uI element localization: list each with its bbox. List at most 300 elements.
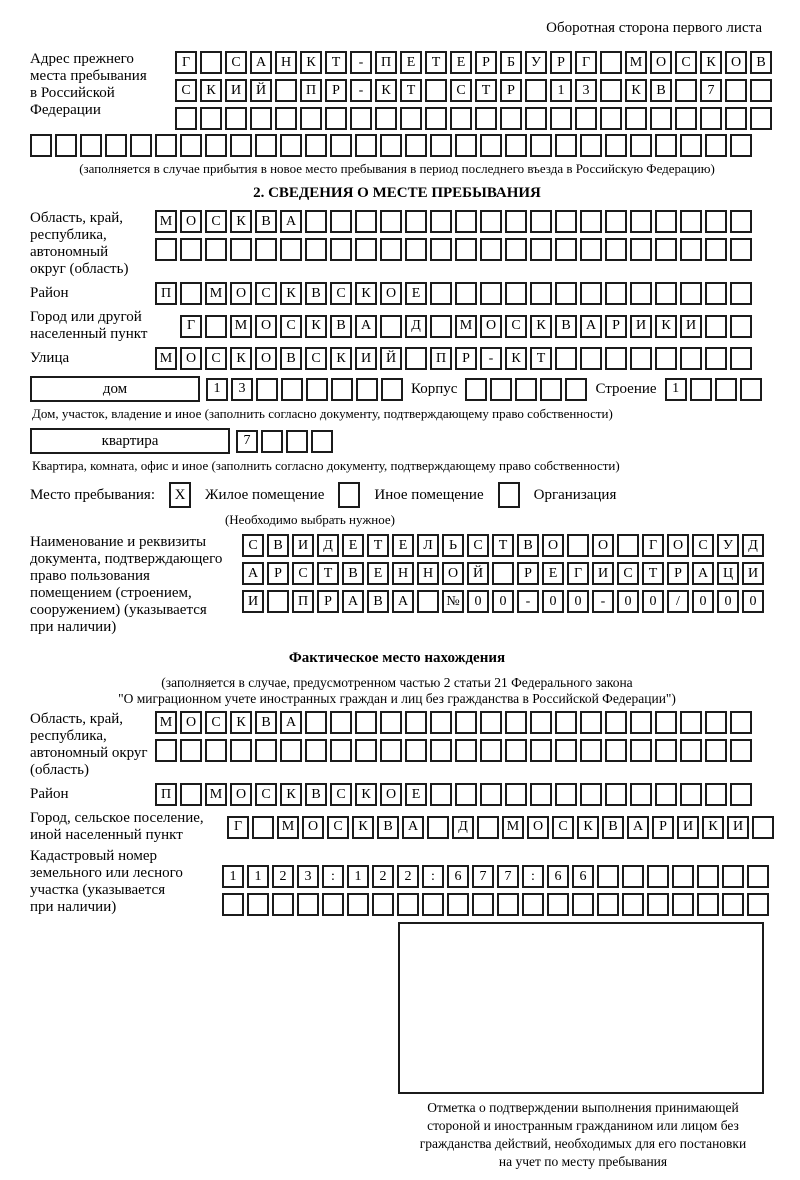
char-cell[interactable] [680, 739, 702, 762]
char-cell[interactable]: Т [642, 562, 664, 585]
char-cell[interactable] [330, 711, 352, 734]
char-cell[interactable] [480, 711, 502, 734]
char-cell[interactable]: 1 [222, 865, 244, 888]
char-cell[interactable] [380, 711, 402, 734]
char-cell[interactable]: К [702, 816, 724, 839]
char-cell[interactable] [497, 893, 519, 916]
char-cell[interactable] [597, 893, 619, 916]
char-cell[interactable] [605, 282, 627, 305]
char-cell[interactable] [405, 711, 427, 734]
char-cell[interactable] [680, 783, 702, 806]
char-cell[interactable]: У [525, 51, 547, 74]
char-cell[interactable] [522, 893, 544, 916]
char-cell[interactable] [55, 134, 77, 157]
char-cell[interactable] [650, 107, 672, 130]
char-cell[interactable] [205, 739, 227, 762]
char-cell[interactable] [417, 590, 439, 613]
char-cell[interactable]: - [480, 347, 502, 370]
char-cell[interactable] [530, 711, 552, 734]
char-cell[interactable]: С [205, 210, 227, 233]
char-cell[interactable]: 7 [497, 865, 519, 888]
char-cell[interactable] [655, 347, 677, 370]
char-cell[interactable] [672, 893, 694, 916]
char-cell[interactable]: 0 [567, 590, 589, 613]
char-cell[interactable]: И [355, 347, 377, 370]
char-cell[interactable]: И [225, 79, 247, 102]
char-cell[interactable] [505, 739, 527, 762]
char-cell[interactable]: : [422, 865, 444, 888]
char-cell[interactable] [380, 210, 402, 233]
char-cell[interactable] [730, 210, 752, 233]
char-cell[interactable]: : [522, 865, 544, 888]
char-cell[interactable]: 1 [550, 79, 572, 102]
char-cell[interactable]: Ц [717, 562, 739, 585]
char-cell[interactable] [330, 739, 352, 762]
char-cell[interactable]: А [242, 562, 264, 585]
char-cell[interactable]: С [225, 51, 247, 74]
char-cell[interactable] [675, 107, 697, 130]
char-cell[interactable] [472, 893, 494, 916]
char-cell[interactable] [730, 315, 752, 338]
char-cell[interactable] [722, 865, 744, 888]
char-cell[interactable] [630, 739, 652, 762]
char-cell[interactable]: 1 [247, 865, 269, 888]
char-cell[interactable] [380, 238, 402, 261]
char-cell[interactable] [455, 238, 477, 261]
char-cell[interactable]: К [355, 783, 377, 806]
char-cell[interactable] [605, 739, 627, 762]
char-cell[interactable]: М [155, 210, 177, 233]
char-cell[interactable] [372, 893, 394, 916]
char-cell[interactable] [230, 134, 252, 157]
char-cell[interactable] [280, 134, 302, 157]
char-cell[interactable] [280, 739, 302, 762]
char-cell[interactable] [505, 711, 527, 734]
char-cell[interactable] [305, 739, 327, 762]
char-cell[interactable]: № [442, 590, 464, 613]
char-cell[interactable] [572, 893, 594, 916]
char-cell[interactable] [455, 739, 477, 762]
char-cell[interactable]: Р [667, 562, 689, 585]
char-cell[interactable]: П [292, 590, 314, 613]
char-cell[interactable] [697, 865, 719, 888]
char-cell[interactable]: - [350, 79, 372, 102]
char-cell[interactable]: Р [652, 816, 674, 839]
char-cell[interactable] [230, 238, 252, 261]
char-cell[interactable] [425, 107, 447, 130]
char-cell[interactable] [730, 711, 752, 734]
char-cell[interactable] [530, 739, 552, 762]
char-cell[interactable]: Е [405, 282, 427, 305]
char-cell[interactable] [105, 134, 127, 157]
char-cell[interactable] [505, 134, 527, 157]
char-cell[interactable] [622, 865, 644, 888]
char-cell[interactable] [280, 238, 302, 261]
char-cell[interactable] [275, 107, 297, 130]
char-cell[interactable]: К [655, 315, 677, 338]
char-cell[interactable] [355, 134, 377, 157]
char-cell[interactable]: Д [452, 816, 474, 839]
char-cell[interactable]: О [480, 315, 502, 338]
char-cell[interactable]: Е [405, 783, 427, 806]
char-cell[interactable]: С [205, 711, 227, 734]
char-cell[interactable] [330, 134, 352, 157]
char-cell[interactable]: В [650, 79, 672, 102]
char-cell[interactable] [730, 134, 752, 157]
char-cell[interactable] [330, 238, 352, 261]
char-cell[interactable]: 7 [472, 865, 494, 888]
char-cell[interactable] [355, 238, 377, 261]
char-cell[interactable]: Г [567, 562, 589, 585]
char-cell[interactable] [705, 347, 727, 370]
char-cell[interactable]: 3 [575, 79, 597, 102]
char-cell[interactable]: В [555, 315, 577, 338]
char-cell[interactable]: И [592, 562, 614, 585]
char-cell[interactable]: К [700, 51, 722, 74]
char-cell[interactable] [530, 783, 552, 806]
char-cell[interactable]: Е [450, 51, 472, 74]
char-cell[interactable] [705, 739, 727, 762]
char-cell[interactable]: О [380, 783, 402, 806]
char-cell[interactable] [356, 378, 378, 401]
char-cell[interactable] [600, 51, 622, 74]
char-cell[interactable]: С [617, 562, 639, 585]
char-cell[interactable] [425, 79, 447, 102]
char-cell[interactable] [580, 739, 602, 762]
char-cell[interactable]: К [505, 347, 527, 370]
char-cell[interactable]: 0 [542, 590, 564, 613]
char-cell[interactable] [430, 711, 452, 734]
char-cell[interactable] [30, 134, 52, 157]
char-cell[interactable]: Р [317, 590, 339, 613]
char-cell[interactable]: О [180, 711, 202, 734]
char-cell[interactable]: Т [425, 51, 447, 74]
char-cell[interactable]: В [602, 816, 624, 839]
char-cell[interactable]: И [292, 534, 314, 557]
char-cell[interactable] [730, 347, 752, 370]
char-cell[interactable]: Р [605, 315, 627, 338]
char-cell[interactable]: Р [550, 51, 572, 74]
char-cell[interactable] [405, 347, 427, 370]
char-cell[interactable] [680, 238, 702, 261]
char-cell[interactable] [547, 893, 569, 916]
char-cell[interactable] [405, 739, 427, 762]
char-cell[interactable] [430, 739, 452, 762]
char-cell[interactable] [630, 238, 652, 261]
char-cell[interactable] [555, 711, 577, 734]
char-cell[interactable]: М [455, 315, 477, 338]
char-cell[interactable]: Н [392, 562, 414, 585]
char-cell[interactable] [490, 378, 512, 401]
char-cell[interactable]: Р [455, 347, 477, 370]
char-cell[interactable] [500, 107, 522, 130]
char-cell[interactable] [380, 315, 402, 338]
char-cell[interactable] [630, 210, 652, 233]
char-cell[interactable]: 1 [206, 378, 228, 401]
char-cell[interactable]: К [330, 347, 352, 370]
char-cell[interactable] [200, 51, 222, 74]
char-cell[interactable] [555, 783, 577, 806]
char-cell[interactable] [530, 210, 552, 233]
char-cell[interactable]: С [552, 816, 574, 839]
option-residential-checkbox[interactable]: X [169, 482, 191, 508]
char-cell[interactable]: Т [492, 534, 514, 557]
char-cell[interactable] [700, 107, 722, 130]
char-cell[interactable]: О [380, 282, 402, 305]
char-cell[interactable]: Т [475, 79, 497, 102]
char-cell[interactable] [455, 134, 477, 157]
char-cell[interactable] [580, 711, 602, 734]
char-cell[interactable]: М [205, 783, 227, 806]
char-cell[interactable]: О [180, 347, 202, 370]
char-cell[interactable]: С [292, 562, 314, 585]
char-cell[interactable]: 1 [347, 865, 369, 888]
char-cell[interactable]: И [680, 315, 702, 338]
char-cell[interactable]: 1 [665, 378, 687, 401]
char-cell[interactable]: Р [475, 51, 497, 74]
char-cell[interactable] [575, 107, 597, 130]
char-cell[interactable]: А [580, 315, 602, 338]
char-cell[interactable] [555, 282, 577, 305]
char-cell[interactable] [130, 134, 152, 157]
char-cell[interactable] [405, 238, 427, 261]
char-cell[interactable]: К [355, 282, 377, 305]
char-cell[interactable]: Т [317, 562, 339, 585]
char-cell[interactable]: В [367, 590, 389, 613]
char-cell[interactable] [477, 816, 499, 839]
char-cell[interactable] [680, 210, 702, 233]
char-cell[interactable] [705, 134, 727, 157]
char-cell[interactable] [730, 282, 752, 305]
char-cell[interactable] [630, 347, 652, 370]
char-cell[interactable]: К [280, 282, 302, 305]
char-cell[interactable] [705, 282, 727, 305]
char-cell[interactable]: С [692, 534, 714, 557]
char-cell[interactable] [530, 238, 552, 261]
char-cell[interactable] [322, 893, 344, 916]
char-cell[interactable] [430, 282, 452, 305]
char-cell[interactable] [725, 107, 747, 130]
char-cell[interactable]: К [230, 711, 252, 734]
char-cell[interactable]: С [280, 315, 302, 338]
char-cell[interactable] [480, 739, 502, 762]
char-cell[interactable] [750, 79, 772, 102]
char-cell[interactable]: - [350, 51, 372, 74]
char-cell[interactable] [272, 893, 294, 916]
char-cell[interactable]: С [255, 783, 277, 806]
char-cell[interactable] [80, 134, 102, 157]
char-cell[interactable] [492, 562, 514, 585]
char-cell[interactable] [306, 378, 328, 401]
char-cell[interactable] [311, 430, 333, 453]
char-cell[interactable]: А [280, 210, 302, 233]
house-type-box[interactable]: дом [30, 376, 200, 402]
char-cell[interactable]: Б [500, 51, 522, 74]
char-cell[interactable]: Н [275, 51, 297, 74]
char-cell[interactable]: Р [267, 562, 289, 585]
char-cell[interactable]: С [255, 282, 277, 305]
char-cell[interactable] [705, 315, 727, 338]
char-cell[interactable]: С [450, 79, 472, 102]
char-cell[interactable] [680, 711, 702, 734]
char-cell[interactable]: И [242, 590, 264, 613]
char-cell[interactable]: 0 [617, 590, 639, 613]
char-cell[interactable]: Н [417, 562, 439, 585]
char-cell[interactable]: М [155, 711, 177, 734]
char-cell[interactable] [305, 134, 327, 157]
char-cell[interactable] [740, 378, 762, 401]
char-cell[interactable] [252, 816, 274, 839]
char-cell[interactable]: С [675, 51, 697, 74]
char-cell[interactable]: Д [742, 534, 764, 557]
char-cell[interactable] [680, 134, 702, 157]
char-cell[interactable]: И [742, 562, 764, 585]
char-cell[interactable] [180, 238, 202, 261]
char-cell[interactable] [647, 893, 669, 916]
char-cell[interactable]: Т [367, 534, 389, 557]
char-cell[interactable] [281, 378, 303, 401]
char-cell[interactable]: 2 [272, 865, 294, 888]
char-cell[interactable] [655, 711, 677, 734]
char-cell[interactable]: Д [317, 534, 339, 557]
char-cell[interactable]: М [205, 282, 227, 305]
char-cell[interactable] [405, 210, 427, 233]
char-cell[interactable]: О [442, 562, 464, 585]
char-cell[interactable]: П [155, 282, 177, 305]
char-cell[interactable] [730, 783, 752, 806]
char-cell[interactable] [752, 816, 774, 839]
char-cell[interactable]: 3 [231, 378, 253, 401]
char-cell[interactable] [605, 783, 627, 806]
char-cell[interactable]: - [517, 590, 539, 613]
char-cell[interactable]: Й [380, 347, 402, 370]
char-cell[interactable]: С [330, 282, 352, 305]
char-cell[interactable]: 2 [372, 865, 394, 888]
char-cell[interactable] [725, 79, 747, 102]
char-cell[interactable] [655, 783, 677, 806]
char-cell[interactable]: В [517, 534, 539, 557]
char-cell[interactable] [722, 893, 744, 916]
char-cell[interactable]: А [250, 51, 272, 74]
char-cell[interactable] [350, 107, 372, 130]
option-other-premises-checkbox[interactable] [338, 482, 360, 508]
char-cell[interactable] [480, 282, 502, 305]
char-cell[interactable] [580, 347, 602, 370]
char-cell[interactable] [180, 134, 202, 157]
char-cell[interactable]: М [625, 51, 647, 74]
char-cell[interactable]: 0 [692, 590, 714, 613]
char-cell[interactable] [655, 739, 677, 762]
char-cell[interactable] [256, 378, 278, 401]
char-cell[interactable] [300, 107, 322, 130]
char-cell[interactable]: А [627, 816, 649, 839]
char-cell[interactable]: С [205, 347, 227, 370]
char-cell[interactable] [715, 378, 737, 401]
char-cell[interactable]: И [630, 315, 652, 338]
char-cell[interactable] [580, 134, 602, 157]
char-cell[interactable] [205, 315, 227, 338]
char-cell[interactable] [605, 134, 627, 157]
char-cell[interactable] [655, 210, 677, 233]
char-cell[interactable]: Т [400, 79, 422, 102]
char-cell[interactable] [180, 282, 202, 305]
char-cell[interactable]: М [277, 816, 299, 839]
char-cell[interactable] [480, 783, 502, 806]
char-cell[interactable]: А [342, 590, 364, 613]
char-cell[interactable] [567, 534, 589, 557]
char-cell[interactable]: 6 [447, 865, 469, 888]
char-cell[interactable] [155, 739, 177, 762]
char-cell[interactable]: И [677, 816, 699, 839]
char-cell[interactable] [747, 865, 769, 888]
char-cell[interactable]: 0 [492, 590, 514, 613]
char-cell[interactable] [530, 282, 552, 305]
char-cell[interactable] [505, 210, 527, 233]
char-cell[interactable] [630, 783, 652, 806]
char-cell[interactable]: А [280, 711, 302, 734]
char-cell[interactable] [380, 134, 402, 157]
char-cell[interactable]: К [352, 816, 374, 839]
char-cell[interactable] [465, 378, 487, 401]
char-cell[interactable]: Т [325, 51, 347, 74]
char-cell[interactable] [430, 783, 452, 806]
char-cell[interactable]: К [577, 816, 599, 839]
char-cell[interactable] [450, 107, 472, 130]
char-cell[interactable]: С [330, 783, 352, 806]
char-cell[interactable]: - [592, 590, 614, 613]
char-cell[interactable]: Е [342, 534, 364, 557]
char-cell[interactable] [680, 347, 702, 370]
char-cell[interactable] [261, 430, 283, 453]
char-cell[interactable]: О [230, 783, 252, 806]
char-cell[interactable]: К [200, 79, 222, 102]
char-cell[interactable] [630, 282, 652, 305]
char-cell[interactable] [480, 238, 502, 261]
char-cell[interactable]: С [175, 79, 197, 102]
char-cell[interactable] [455, 783, 477, 806]
char-cell[interactable] [250, 107, 272, 130]
char-cell[interactable]: К [230, 347, 252, 370]
option-organization-checkbox[interactable] [498, 482, 520, 508]
char-cell[interactable]: 7 [700, 79, 722, 102]
char-cell[interactable]: С [505, 315, 527, 338]
char-cell[interactable]: М [230, 315, 252, 338]
char-cell[interactable] [550, 107, 572, 130]
char-cell[interactable] [200, 107, 222, 130]
char-cell[interactable] [430, 134, 452, 157]
char-cell[interactable] [480, 210, 502, 233]
char-cell[interactable] [430, 210, 452, 233]
char-cell[interactable] [180, 783, 202, 806]
char-cell[interactable] [672, 865, 694, 888]
char-cell[interactable] [505, 238, 527, 261]
char-cell[interactable] [286, 430, 308, 453]
char-cell[interactable] [705, 711, 727, 734]
char-cell[interactable]: В [377, 816, 399, 839]
char-cell[interactable]: К [300, 51, 322, 74]
char-cell[interactable]: К [280, 783, 302, 806]
char-cell[interactable]: Г [175, 51, 197, 74]
char-cell[interactable] [580, 238, 602, 261]
char-cell[interactable]: О [592, 534, 614, 557]
char-cell[interactable]: 7 [236, 430, 258, 453]
char-cell[interactable] [525, 79, 547, 102]
char-cell[interactable]: А [392, 590, 414, 613]
char-cell[interactable] [515, 378, 537, 401]
char-cell[interactable]: В [305, 783, 327, 806]
char-cell[interactable] [625, 107, 647, 130]
char-cell[interactable] [255, 238, 277, 261]
